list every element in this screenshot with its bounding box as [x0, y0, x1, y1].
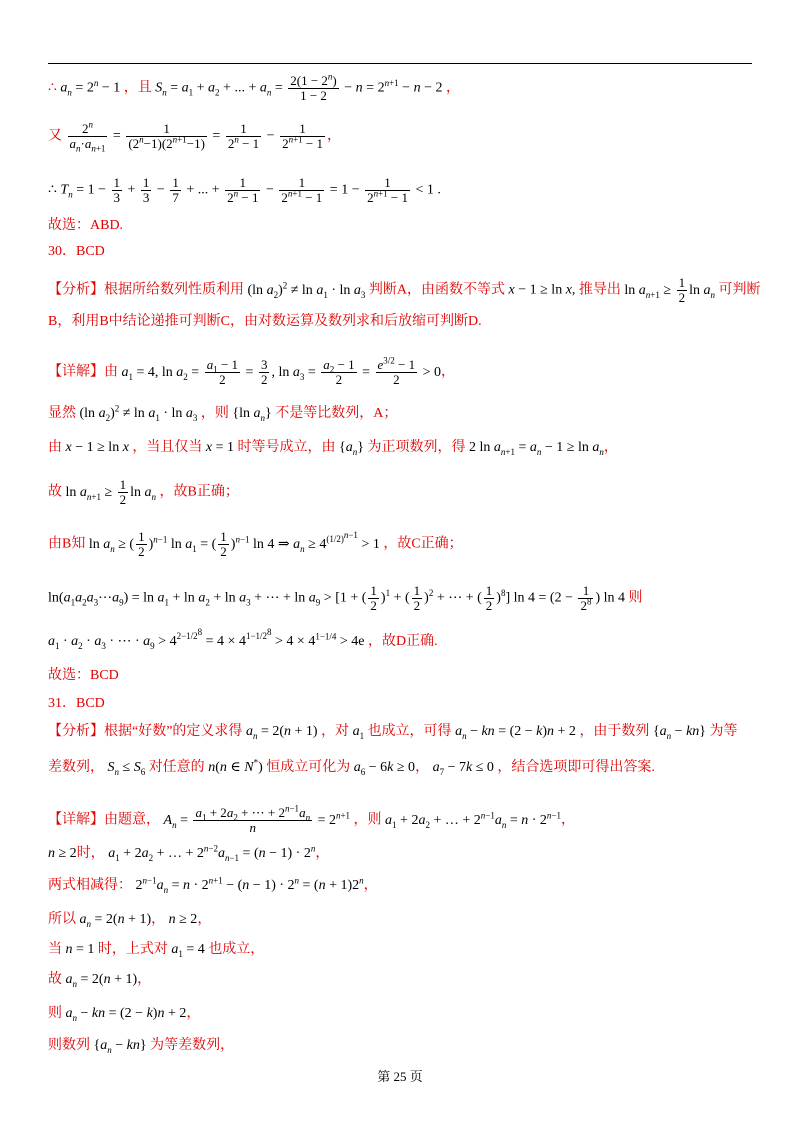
q30-detail-line6: $\ln(a_1a_2a_3\cdots a_9) = \ln a_1 + \ln a_2 + \ln a_3$ + ⋯ + $\ln a_9 > [1$ + ( $\frac{1}{2}$ )$^1$ + ( $\frac{1}{2}$ )$^2$ + ⋯ + ( $\frac{1}{2}$ )$^8$] ln 4 = (2 − $\frac{1}{2^8}$ ) ln 4 则: [48, 583, 643, 613]
line-tn-sum: ∴ $T_n = 1$ − $\frac{1}{3}$ + $\frac{1}{3}$ − $\frac{1}{7}$ + ... + $\frac{1}{2^n - 1}$ − $\frac{1}{2^{n+1} - 1}$ = 1 − $\frac{1}{2^{n+1} - 1}$ < 1 .: [48, 175, 441, 205]
therefore-symbol: ∴: [48, 80, 57, 96]
q31-analysis-line2: 差数列， $S_n \le S_6$ 对任意的 n(n ∈ N*) 恒成立可化为 $a_6 - 6k \ge 0$， $a_7 - 7k \le 0$ ，结合选项即可得出答案.: [48, 757, 655, 777]
header-rule: [48, 63, 752, 64]
q30-detail-line4: 故 $\ln a_{n+1}$ ≥ $\frac{1}{2}$ $\ln a_n$ ，故B正确；: [48, 477, 239, 507]
q31-detail-line7: 则 $a_n$ − kn = (2 − k)n + 2，: [48, 1006, 201, 1023]
q31-detail-line2: n ≥ 2时， $a_1 + 2a_2$ + … + $2^{n-2}a_{n-1} = (n - 1) \cdot 2^n$，: [48, 843, 330, 863]
q30-analysis-line2: B，利用B中结论递推可判断C，由对数运算及数列求和后放缩可判断D.: [48, 314, 482, 329]
q30-detail-line7: $a_1 \cdot a_2 \cdot a_3$ · ⋯ · $a_9 > 4^{2-1/2^8} = 4 \times 4^{1-1/2^8} > 4 \times 4^{1-1/4} > 4e$ ，故D正确.: [48, 627, 438, 651]
q31-analysis-line1: 【分析】根据“好数”的定义求得 $a_n = 2(n + 1)$ ，对 $a_1$ 也成立，可得 $a_n$ − kn = (2 − k)n + 2 ，由于数列 $\{a_n - kn\}$ 为等: [48, 724, 738, 741]
q31-detail-line5: 当 n = 1 时，上式对 $a_1 = 4$ 也成立，: [48, 942, 265, 959]
page-footer: 第 25 页: [377, 1069, 423, 1084]
q31-label: 31．BCD: [48, 696, 105, 711]
line-an-formula: ∴ $a_n = 2^n - 1$ ，且 $S_n = a_1 + a_2$ + ... + $a_n$ = $\frac{2(1 - 2^n)}{1 - 2}$ − $n = 2^{n+1} - n - 2$ ，: [48, 71, 460, 103]
q31-detail-line8: 则数列 $\{a_n - kn\}$ 为等差数列，: [48, 1038, 235, 1055]
q30-answer: 故选：BCD: [48, 668, 119, 683]
line-fraction-split: 又 $\frac{2^n}{a_n\cdot a_{n+1}}$ = $\frac{1}{(2^n-1)(2^{n+1}-1)}$ = $\frac{1}{2^n - 1}$ − $\frac{1}{2^{n+1} - 1}$ ，: [48, 119, 341, 154]
q30-detail-line2: 显然 (ln $a_2)^2 \ne \ln a_1 \cdot \ln a_3$ ，则 {ln $a_n$} 不是等比数列，A；: [48, 403, 398, 423]
q31-detail-line3: 两式相减得： $2^{n-1}a_n = n \cdot 2^{n+1} - (n - 1) \cdot 2^n = (n + 1)2^n$，: [48, 875, 378, 895]
q30-detail-line1: 【详解】由 $a_1 = 4$, $\ln a_2$ = $\frac{a_1 - 1}{2}$ = $\frac{3}{2}$ , $\ln a_3$ = $\frac{a_2 - 1}{2}$ = $\frac{e^{3/2} - 1}{2}$ > 0，: [48, 355, 456, 387]
q30-detail-line5: 由B知 $\ln a_n$ ≥ ( $\frac{1}{2}$ )$^{n-1}$ $\ln a_1$ = ( $\frac{1}{2}$ )$^{n-1}$ ln 4 ⇒ $a_n \ge 4^{(1/2)^{n-1}} > 1$ ，故C正确；: [48, 529, 463, 559]
q31-detail-line1: 【详解】由题意， $A_n$ = $\frac{a_1 + 2a_2 + \cdots + 2^{n-1}a_n}{n}$ = $2^{n+1}$ ，则 $a_1 + 2a_2$ + … + $2^{n-1}a_n = n \cdot 2^{n-1}$，: [48, 803, 575, 835]
q31-detail-line6: 故 $a_n = 2(n + 1)$，: [48, 972, 152, 989]
q30-analysis-line1: 【分析】根据所给数列性质利用 (ln $a_2)^2 \ne \ln a_1 \cdot \ln a_3$ 判断A，由函数不等式 x − 1 ≥ ln x, 推导出 $\ln a_{n+1}$ ≥ $\frac{1}{2}$ $\ln a_n$ 可判断: [48, 275, 761, 305]
q29-answer: 故选：ABD.: [48, 218, 124, 233]
q30-detail-line3: 由 x − 1 ≥ ln x ，当且仅当 x = 1 时等号成立，由 $\{a_n\}$ 为正项数列，得 2 $\ln a_{n+1} = a_n - 1 \ge \ln a_n$，: [48, 440, 618, 457]
q31-detail-line4: 所以 $a_n = 2(n + 1)$， n ≥ 2，: [48, 912, 212, 929]
q30-label: 30．BCD: [48, 244, 105, 259]
